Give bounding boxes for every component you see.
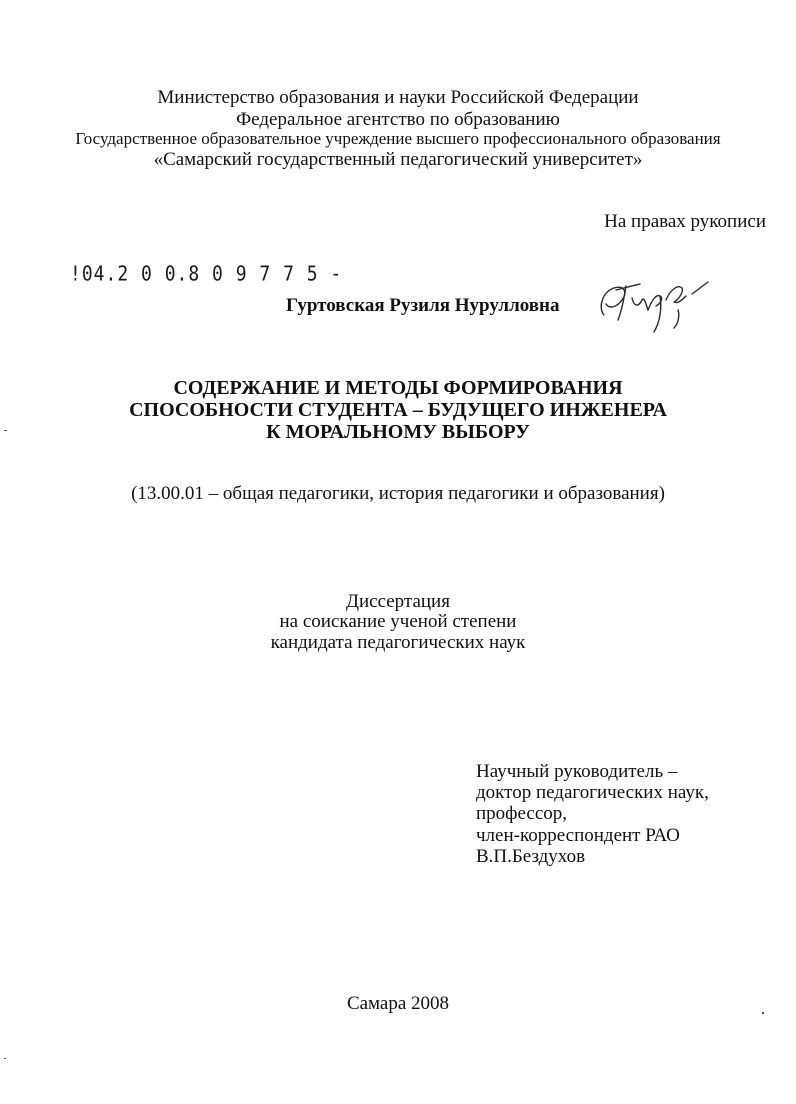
supervisor-label: Научный руководитель – [476, 761, 678, 782]
place-year: Самара 2008 [346, 993, 450, 1014]
supervisor-membership: член-корреспондент РАО [476, 825, 680, 846]
agency-name: Федеральное агентство по образованию [236, 109, 560, 130]
title-line-3: К МОРАЛЬНОМУ ВЫБОРУ [266, 421, 530, 443]
specialty-code: (13.00.01 – общая педагогики, история педагогики и образования) [131, 483, 665, 504]
rights-note: На правах рукописи [604, 211, 766, 232]
ministry-name: Министерство образования и науки Российской Федерации [157, 87, 639, 108]
title-line-1: СОДЕРЖАНИЕ И МЕТОДЫ ФОРМИРОВАНИЯ [173, 377, 623, 399]
degree-line-1: на соискание ученой степени [279, 611, 517, 632]
supervisor-title: профессор, [476, 803, 568, 824]
dissertation-label: Диссертация [346, 591, 450, 612]
degree-line-2: кандидата педагогических наук [270, 632, 526, 653]
signature-image [594, 270, 714, 340]
author-name: Гуртовская Рузиля Нурулловна [286, 295, 560, 316]
university-name: «Самарский государственный педагогический университет» [153, 149, 643, 170]
supervisor-name: В.П.Бездухов [476, 846, 586, 867]
supervisor-degree: доктор педагогических наук, [476, 782, 709, 803]
archive-stamp: !04.2 0 0.8 0 9 7 7 5 - [70, 262, 343, 287]
institution-type: Государственное образовательное учреждение высшего профессионального образования [75, 129, 721, 148]
scan-speck [4, 1058, 6, 1059]
scan-speck [4, 430, 7, 431]
title-line-2: СПОСОБНОСТИ СТУДЕНТА – БУДУЩЕГО ИНЖЕНЕРА [129, 399, 667, 421]
scan-speck [762, 1012, 764, 1014]
